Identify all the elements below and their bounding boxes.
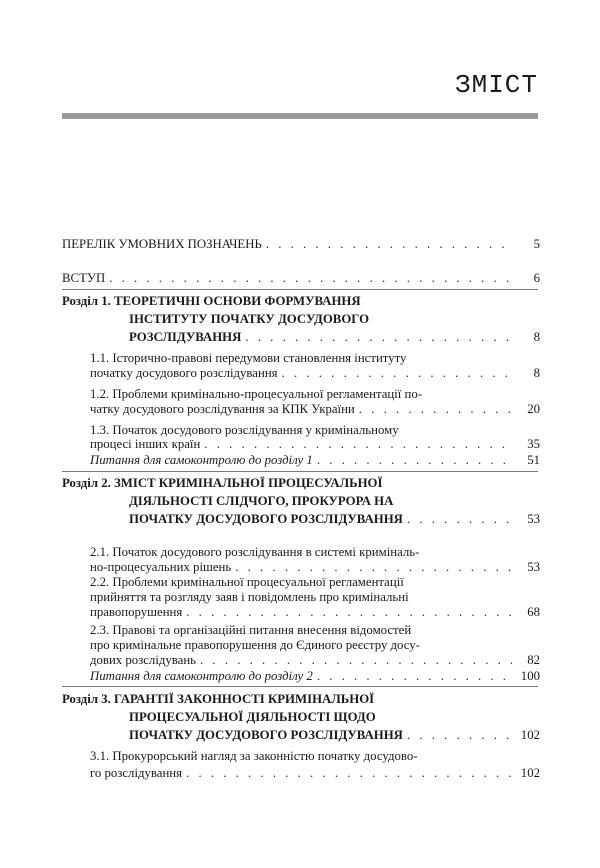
toc-subsection-1-1-line1[interactable]: 1.1. Історично-правові передумови становлення інституту	[90, 351, 407, 365]
toc-subsection-2-2-line3[interactable]: правопорушення . . . 68	[62, 605, 540, 620]
page-number: 102	[520, 766, 540, 780]
toc-subsection-1-3-line2[interactable]: процесі інших країн . . . 35	[62, 437, 540, 452]
toc-selfcheck-1[interactable]: Питання для самоконтролю до розділу 1 . . . 51	[62, 453, 540, 468]
dot-leader	[407, 512, 512, 527]
toc-subsection-2-1-line2[interactable]: но-процесуальних рішень . . . 53	[62, 560, 540, 575]
toc-subsection-2-3-line1[interactable]: 2.3. Правові та організаційні питання внесення відомостей	[90, 623, 412, 637]
dot-leader	[109, 271, 512, 286]
page-number: 20	[527, 402, 540, 416]
toc-selfcheck-2[interactable]: Питання для самоконтролю до розділу 2 . . . 100	[62, 669, 540, 684]
toc-subsection-2-2-line2[interactable]: прийняття та розгляду заяв і повідомлень про кримінальні	[90, 590, 409, 604]
toc-section-1-line1[interactable]: Розділ 1. ТЕОРЕТИЧНІ ОСНОВИ ФОРМУВАННЯ	[62, 294, 361, 308]
dot-leader	[186, 766, 512, 781]
toc-section-3-line3[interactable]: ПОЧАТКУ ДОСУДОВОГО РОЗСЛІДУВАННЯ . . . 102	[62, 728, 540, 743]
dot-leader	[204, 437, 512, 452]
toc-entry-text: ПЕРЕЛІК УМОВНИХ ПОЗНАЧЕНЬ	[62, 237, 262, 251]
toc-subsection-2-3-line2[interactable]: про кримінальне правопорушення до Єдиного реєстру досу-	[90, 638, 420, 652]
toc-section-3-line2: ПРОЦЕСУАЛЬНОЇ ДІЯЛЬНОСТІ ЩОДО	[129, 710, 376, 724]
dot-leader	[186, 605, 512, 620]
toc-section-2-line2: ДІЯЛЬНОСТІ СЛІДЧОГО, ПРОКУРОРА НА	[129, 494, 394, 508]
toc-section-2-line3[interactable]: ПОЧАТКУ ДОСУДОВОГО РОЗСЛІДУВАННЯ . . . 53	[62, 512, 540, 527]
toc-section-3-line1[interactable]: Розділ 3. ГАРАНТІЇ ЗАКОННОСТІ КРИМІНАЛЬНОЇ	[62, 692, 375, 706]
toc-section-1-line2: ІНСТИТУТУ ПОЧАТКУ ДОСУДОВОГО	[129, 312, 370, 326]
page-number: 8	[533, 330, 540, 344]
page-number: 100	[520, 669, 540, 683]
dot-leader	[407, 728, 512, 743]
toc-subsection-2-3-line3[interactable]: дових розслідувань . . . 82	[62, 653, 540, 668]
toc-entry-intro[interactable]	[62, 271, 540, 286]
page-number: 5	[533, 237, 540, 251]
page-number: 6	[533, 271, 540, 285]
toc-section-1-line3[interactable]: РОЗСЛІДУВАННЯ . . . 8	[62, 330, 540, 345]
toc-subsection-2-2-line1[interactable]: 2.2. Проблеми кримінальної процесуальної регламентації	[90, 575, 404, 589]
page-number: 8	[533, 366, 540, 380]
page-number: 53	[527, 512, 540, 526]
toc-section-2-line1[interactable]: Розділ 2. ЗМІСТ КРИМІНАЛЬНОЇ ПРОЦЕСУАЛЬНОЇ	[62, 476, 383, 490]
toc-entry-abbreviations[interactable]	[62, 237, 540, 252]
dot-leader	[235, 560, 512, 575]
section-divider	[62, 471, 538, 472]
dot-leader	[266, 237, 512, 252]
section-divider	[62, 686, 538, 687]
toc-subsection-1-1-line2[interactable]: початку досудового розслідування . . . 8	[62, 366, 540, 381]
dot-leader	[282, 366, 512, 381]
toc-subsection-3-1-line2[interactable]: го розслідування . . . 102	[62, 766, 540, 781]
dot-leader	[317, 453, 512, 468]
dot-leader	[245, 330, 512, 345]
page-number: 82	[527, 653, 540, 667]
dot-leader	[317, 669, 512, 684]
toc-subsection-1-2-line2[interactable]: чатку досудового розслідування за КПК України . . . 20	[62, 402, 540, 417]
toc-entry-text: ВСТУП	[62, 271, 106, 285]
page-number: 35	[527, 437, 540, 451]
dot-leader	[359, 402, 512, 417]
toc-subsection-2-1-line1[interactable]: 2.1. Початок досудового розслідування в системі криміналь-	[90, 545, 420, 559]
toc-subsection-1-2-line1[interactable]: 1.2. Проблеми кримінально-процесуальної регламентації по-	[90, 387, 423, 401]
page-title: ЗМІСТ	[454, 70, 538, 100]
page-number: 51	[527, 453, 540, 467]
page-number: 53	[527, 560, 540, 574]
section-divider	[62, 289, 538, 290]
toc-subsection-1-3-line1[interactable]: 1.3. Початок досудового розслідування у кримінальному	[90, 423, 399, 437]
page-number: 68	[527, 605, 540, 619]
toc-subsection-3-1-line1[interactable]: 3.1. Прокурорський нагляд за законністю початку досудово-	[90, 749, 418, 763]
title-underline	[62, 113, 538, 119]
dot-leader	[200, 653, 512, 668]
page-number: 102	[520, 728, 540, 742]
